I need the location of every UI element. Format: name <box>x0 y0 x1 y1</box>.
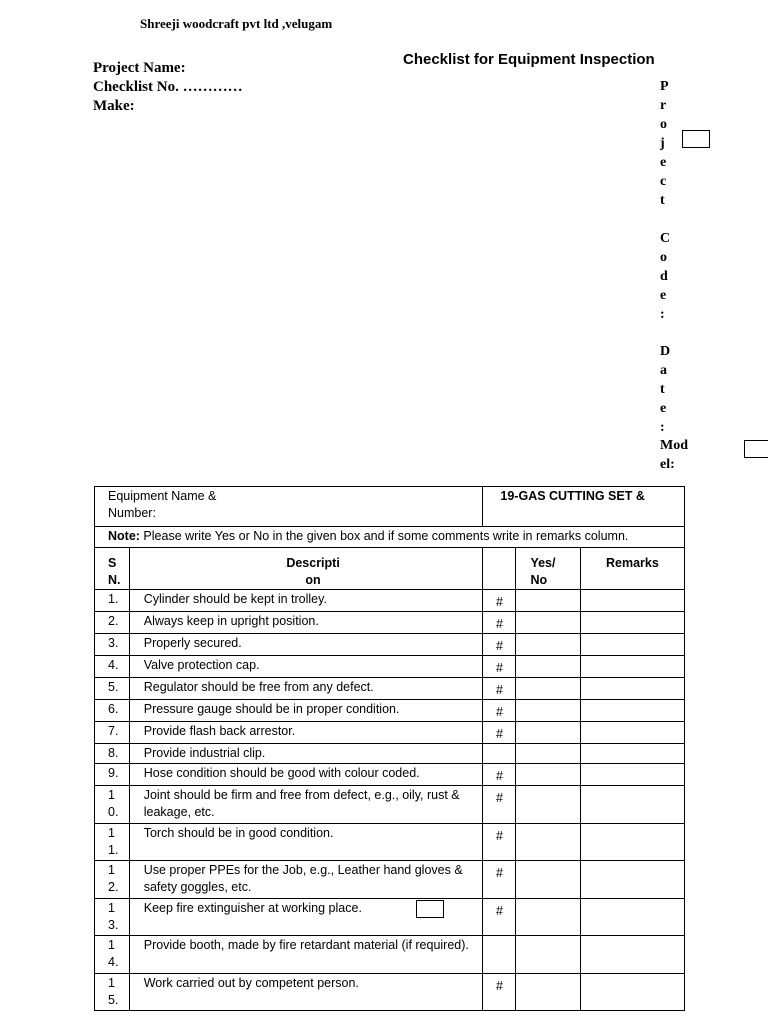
table-row <box>95 722 685 744</box>
row-mark: # <box>483 899 516 936</box>
row-number: 5. <box>95 678 130 700</box>
table-row <box>95 786 685 824</box>
side-label-char: D <box>660 344 671 359</box>
answer-box[interactable] <box>416 900 444 918</box>
side-label-char: el: <box>660 457 675 472</box>
remarks-cell[interactable] <box>580 634 684 656</box>
document-title: Checklist for Equipment Inspection <box>403 51 655 68</box>
row-mark: # <box>483 678 516 700</box>
row-description: Properly secured. <box>129 634 483 656</box>
row-description: Use proper PPEs for the Job, e.g., Leather hand gloves & safety goggles, etc. <box>129 861 483 899</box>
side-label-char: c <box>660 174 667 189</box>
side-label-char: C <box>660 231 671 246</box>
side-label-char: r <box>660 98 667 113</box>
row-number: 9. <box>95 764 130 786</box>
header-yes-no: Yes/ No <box>516 548 580 590</box>
row-mark <box>483 744 516 764</box>
side-label-char <box>660 210 670 229</box>
note-row <box>95 527 685 548</box>
header-description: Descripti on <box>129 548 483 590</box>
row-description: Provide booth, made by fire retardant material (if required). <box>129 936 483 974</box>
row-number: 8. <box>95 744 130 764</box>
company-name: Shreeji woodcraft pvt ltd ,velugam <box>140 16 333 31</box>
make-field: Make: <box>93 98 135 114</box>
header-blank <box>483 548 516 590</box>
row-mark: # <box>483 700 516 722</box>
row-number: 1 3. <box>95 899 130 936</box>
row-description: Provide flash back arrestor. <box>129 722 483 744</box>
yes-no-cell[interactable] <box>516 678 580 700</box>
remarks-cell[interactable] <box>580 590 684 612</box>
remarks-cell[interactable] <box>580 899 684 936</box>
row-mark: # <box>483 656 516 678</box>
row-description: Cylinder should be kept in trolley. <box>129 590 483 612</box>
row-description: Joint should be firm and free from defect, e.g., oily, rust & leakage, etc. <box>129 786 483 824</box>
date-label <box>660 342 670 437</box>
row-description: Provide industrial clip. <box>129 744 483 764</box>
row-number: 1 2. <box>95 861 130 899</box>
row-number: 7. <box>95 722 130 744</box>
table-row <box>95 590 685 612</box>
row-number: 3. <box>95 634 130 656</box>
table-row <box>95 974 685 1011</box>
table-row <box>95 936 685 974</box>
yes-no-cell[interactable] <box>516 936 580 974</box>
yes-no-cell[interactable] <box>516 590 580 612</box>
yes-no-cell[interactable] <box>516 824 580 861</box>
row-mark: # <box>483 764 516 786</box>
table-row <box>95 861 685 899</box>
note-text: Please write Yes or No in the given box and if some comments write in remarks column. <box>139 529 629 543</box>
row-description: Valve protection cap. <box>129 656 483 678</box>
header-sn: S N. <box>95 548 130 590</box>
side-label-char: Mod <box>660 438 688 453</box>
side-label-char: : <box>660 420 665 435</box>
yes-no-cell[interactable] <box>516 722 580 744</box>
table-row <box>95 824 685 861</box>
row-mark: # <box>483 786 516 824</box>
row-mark: # <box>483 824 516 861</box>
equipment-label-text: Equipment Name & Number: <box>108 489 217 520</box>
yes-no-cell[interactable] <box>516 899 580 936</box>
project-name-field: Project Name: <box>93 60 186 76</box>
header-fields <box>93 59 243 116</box>
yes-no-cell[interactable] <box>516 700 580 722</box>
model-box[interactable] <box>744 440 768 458</box>
remarks-cell[interactable] <box>580 722 684 744</box>
row-number: 1. <box>95 590 130 612</box>
row-mark: # <box>483 722 516 744</box>
inspection-table <box>94 486 685 1011</box>
table-row <box>95 700 685 722</box>
table-row <box>95 764 685 786</box>
row-description: Keep fire extinguisher at working place. <box>129 899 483 936</box>
side-label-char: a <box>660 363 667 378</box>
row-mark: # <box>483 590 516 612</box>
equipment-label <box>95 487 483 527</box>
row-description: Always keep in upright position. <box>129 612 483 634</box>
row-mark: # <box>483 861 516 899</box>
row-number: 1 1. <box>95 824 130 861</box>
remarks-cell[interactable] <box>580 974 684 1011</box>
side-label-char: t <box>660 193 665 208</box>
side-label-char: e <box>660 155 667 170</box>
table-row <box>95 678 685 700</box>
yes-no-cell[interactable] <box>516 612 580 634</box>
row-number: 2. <box>95 612 130 634</box>
yes-no-cell[interactable] <box>516 744 580 764</box>
remarks-cell[interactable] <box>580 764 684 786</box>
yes-no-cell[interactable] <box>516 656 580 678</box>
remarks-cell[interactable] <box>580 786 684 824</box>
side-label-char: t <box>660 382 665 397</box>
yes-no-cell[interactable] <box>516 974 580 1011</box>
table-row <box>95 899 685 936</box>
note-label: Note: <box>108 529 140 543</box>
yes-no-cell[interactable] <box>516 764 580 786</box>
yes-no-cell[interactable] <box>516 786 580 824</box>
table-row <box>95 744 685 764</box>
side-label-char: e <box>660 401 667 416</box>
side-label-char: P <box>660 79 669 94</box>
side-label-char: : <box>660 307 665 322</box>
yes-no-cell[interactable] <box>516 861 580 899</box>
remarks-cell[interactable] <box>580 700 684 722</box>
row-number: 6. <box>95 700 130 722</box>
remarks-cell[interactable] <box>580 678 684 700</box>
checklist-no-field: Checklist No. ………… <box>93 79 243 95</box>
row-description: Pressure gauge should be in proper condition. <box>129 700 483 722</box>
row-mark <box>483 936 516 974</box>
row-number: 4. <box>95 656 130 678</box>
row-number: 1 5. <box>95 974 130 1011</box>
remarks-cell[interactable] <box>580 612 684 634</box>
remarks-cell[interactable] <box>580 656 684 678</box>
row-description: Regulator should be free from any defect. <box>129 678 483 700</box>
row-number: 1 0. <box>95 786 130 824</box>
project-code-box[interactable] <box>682 130 710 148</box>
yes-no-cell[interactable] <box>516 634 580 656</box>
remarks-cell[interactable] <box>580 936 684 974</box>
side-label-char: j <box>660 136 665 151</box>
row-description: Torch should be in good condition. <box>129 824 483 861</box>
table-row <box>95 634 685 656</box>
side-label-char: o <box>660 250 667 265</box>
remarks-cell[interactable] <box>580 824 684 861</box>
side-label-char: o <box>660 117 667 132</box>
row-mark: # <box>483 974 516 1011</box>
remarks-cell[interactable] <box>580 861 684 899</box>
row-description: Work carried out by competent person. <box>129 974 483 1011</box>
header-remarks: Remarks <box>580 548 684 590</box>
row-number: 1 4. <box>95 936 130 974</box>
row-mark: # <box>483 634 516 656</box>
row-mark: # <box>483 612 516 634</box>
table-row <box>95 656 685 678</box>
side-label-char: d <box>660 269 668 284</box>
row-description: Hose condition should be good with colour coded. <box>129 764 483 786</box>
equipment-value: 19-GAS CUTTING SET & <box>483 487 685 527</box>
table-row <box>95 612 685 634</box>
model-label <box>660 436 688 474</box>
side-label-char: e <box>660 288 667 303</box>
project-code-label <box>660 77 670 324</box>
remarks-cell[interactable] <box>580 744 684 764</box>
